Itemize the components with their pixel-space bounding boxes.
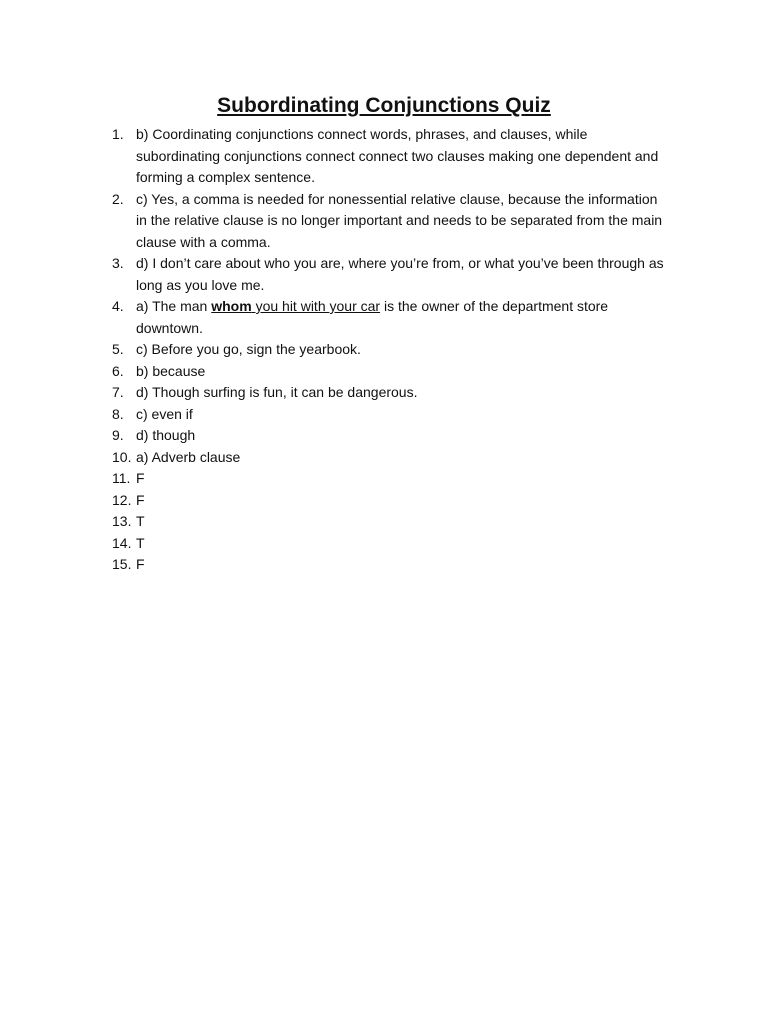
answer-item	[112, 253, 672, 296]
answer-list	[112, 124, 672, 576]
answer-text: F	[136, 556, 145, 572]
answer-text: F	[136, 491, 145, 508]
answer-number: 13.	[112, 513, 132, 529]
underlined-phrase: you hit with your car	[251, 298, 381, 314]
answer-text: c) even if	[136, 405, 193, 422]
answer-number: 2.	[112, 190, 124, 207]
answer-text: d) I don’t care about who you are, where you’re from, or what you’ve been through as long as you love me.	[136, 255, 664, 293]
answer-number: 14.	[112, 534, 132, 551]
answer-text: a) Adverb clause	[136, 448, 241, 465]
answer-item	[112, 339, 672, 361]
answer-number: 3.	[112, 255, 124, 271]
answer-suffix: is the owner of the department store downtown.	[136, 298, 609, 336]
answer-number: 12.	[112, 491, 132, 508]
page-title: Subordinating Conjunctions Quiz	[217, 94, 551, 117]
answer-text	[136, 296, 672, 339]
answer-item	[112, 189, 672, 254]
answer-text: F	[136, 470, 145, 486]
answer-prefix: a) The man	[136, 298, 212, 314]
answer-number: 7.	[112, 384, 124, 400]
answer-number: 10.	[112, 448, 132, 465]
answer-item	[112, 404, 672, 426]
answer-text: T	[136, 513, 145, 529]
answer-item	[112, 447, 672, 469]
answer-number: 9.	[112, 427, 124, 443]
answer-item	[112, 468, 672, 490]
answer-text: d) Though surfing is fun, it can be dangerous.	[136, 384, 418, 400]
answer-item	[112, 296, 672, 339]
answer-text: c) Before you go, sign the yearbook.	[136, 341, 361, 357]
answer-number: 8.	[112, 405, 124, 422]
answer-text: b) because	[136, 362, 206, 379]
answer-item	[112, 124, 672, 189]
answer-text: c) Yes, a comma is needed for nonessential relative clause, because the information in the relative clause is no longer important and needs to be separated from the main clause with a comma.	[136, 190, 663, 250]
answer-number: 6.	[112, 362, 124, 379]
answer-item	[112, 490, 672, 512]
answer-number: 5.	[112, 341, 124, 357]
answer-number: 11.	[112, 470, 131, 486]
answer-item	[112, 533, 672, 555]
answer-item	[112, 382, 672, 404]
emphasized-word: whom	[211, 298, 252, 314]
answer-number: 4.	[112, 298, 124, 314]
answer-item	[112, 425, 672, 447]
answer-item	[112, 361, 672, 383]
answer-text: d) though	[136, 427, 196, 443]
answer-text: T	[136, 534, 145, 551]
answer-number: 15.	[112, 556, 132, 572]
answer-number: 1.	[112, 126, 124, 142]
answer-item	[112, 554, 672, 576]
answer-item	[112, 511, 672, 533]
answer-text: b) Coordinating conjunctions connect words, phrases, and clauses, while subordinating conjunctions connect connect two clauses making one dependent and forming a complex sentence.	[136, 126, 659, 185]
